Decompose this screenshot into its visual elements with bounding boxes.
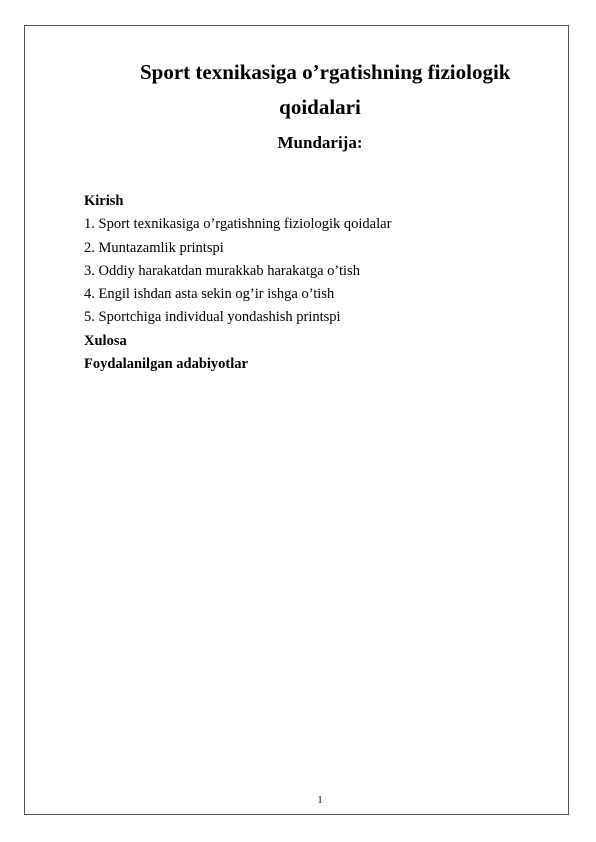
- toc-item-label: Kirish: [84, 193, 124, 209]
- toc-item-number: 1.: [84, 216, 95, 233]
- toc-item-section-1: [84, 213, 554, 236]
- toc-item-number: 4.: [84, 286, 95, 303]
- toc-item-references: [84, 353, 554, 376]
- toc-item-text: Muntazamlik printspi: [94, 239, 224, 256]
- toc-item-text: Sportchiga individual yondashish printspi: [94, 309, 341, 326]
- toc-item-section-2: [84, 237, 554, 260]
- toc-item-text: Oddiy harakatdan murakkab harakatga o’tish: [94, 262, 360, 279]
- toc-item-label: Foydalanilgan adabiyotlar: [84, 356, 248, 373]
- toc-item-number: 2.: [84, 239, 95, 256]
- table-of-contents: [84, 190, 554, 376]
- toc-item-number: 5.: [84, 309, 95, 326]
- toc-item-conclusion: [84, 330, 554, 353]
- toc-item-label: Xulosa: [84, 332, 127, 349]
- toc-item-section-5: [84, 306, 554, 329]
- toc-item-text: Engil ishdan asta sekin og’ir ishga o’tish: [94, 286, 335, 303]
- toc-item-text: Sport texnikasiga o’rgatishning fiziologik qoidalar: [94, 216, 392, 233]
- page-number: 1: [317, 795, 323, 806]
- toc-item-introduction: [84, 190, 554, 213]
- contents-heading: Mundarija:: [277, 133, 363, 152]
- document-title-line-2: qoidalari: [279, 95, 361, 119]
- toc-item-section-4: [84, 283, 554, 306]
- toc-item-section-3: [84, 260, 554, 283]
- toc-item-number: 3.: [84, 262, 95, 279]
- document-title-line-1: Sport texnikasiga o’rgatishning fiziologik: [140, 60, 511, 84]
